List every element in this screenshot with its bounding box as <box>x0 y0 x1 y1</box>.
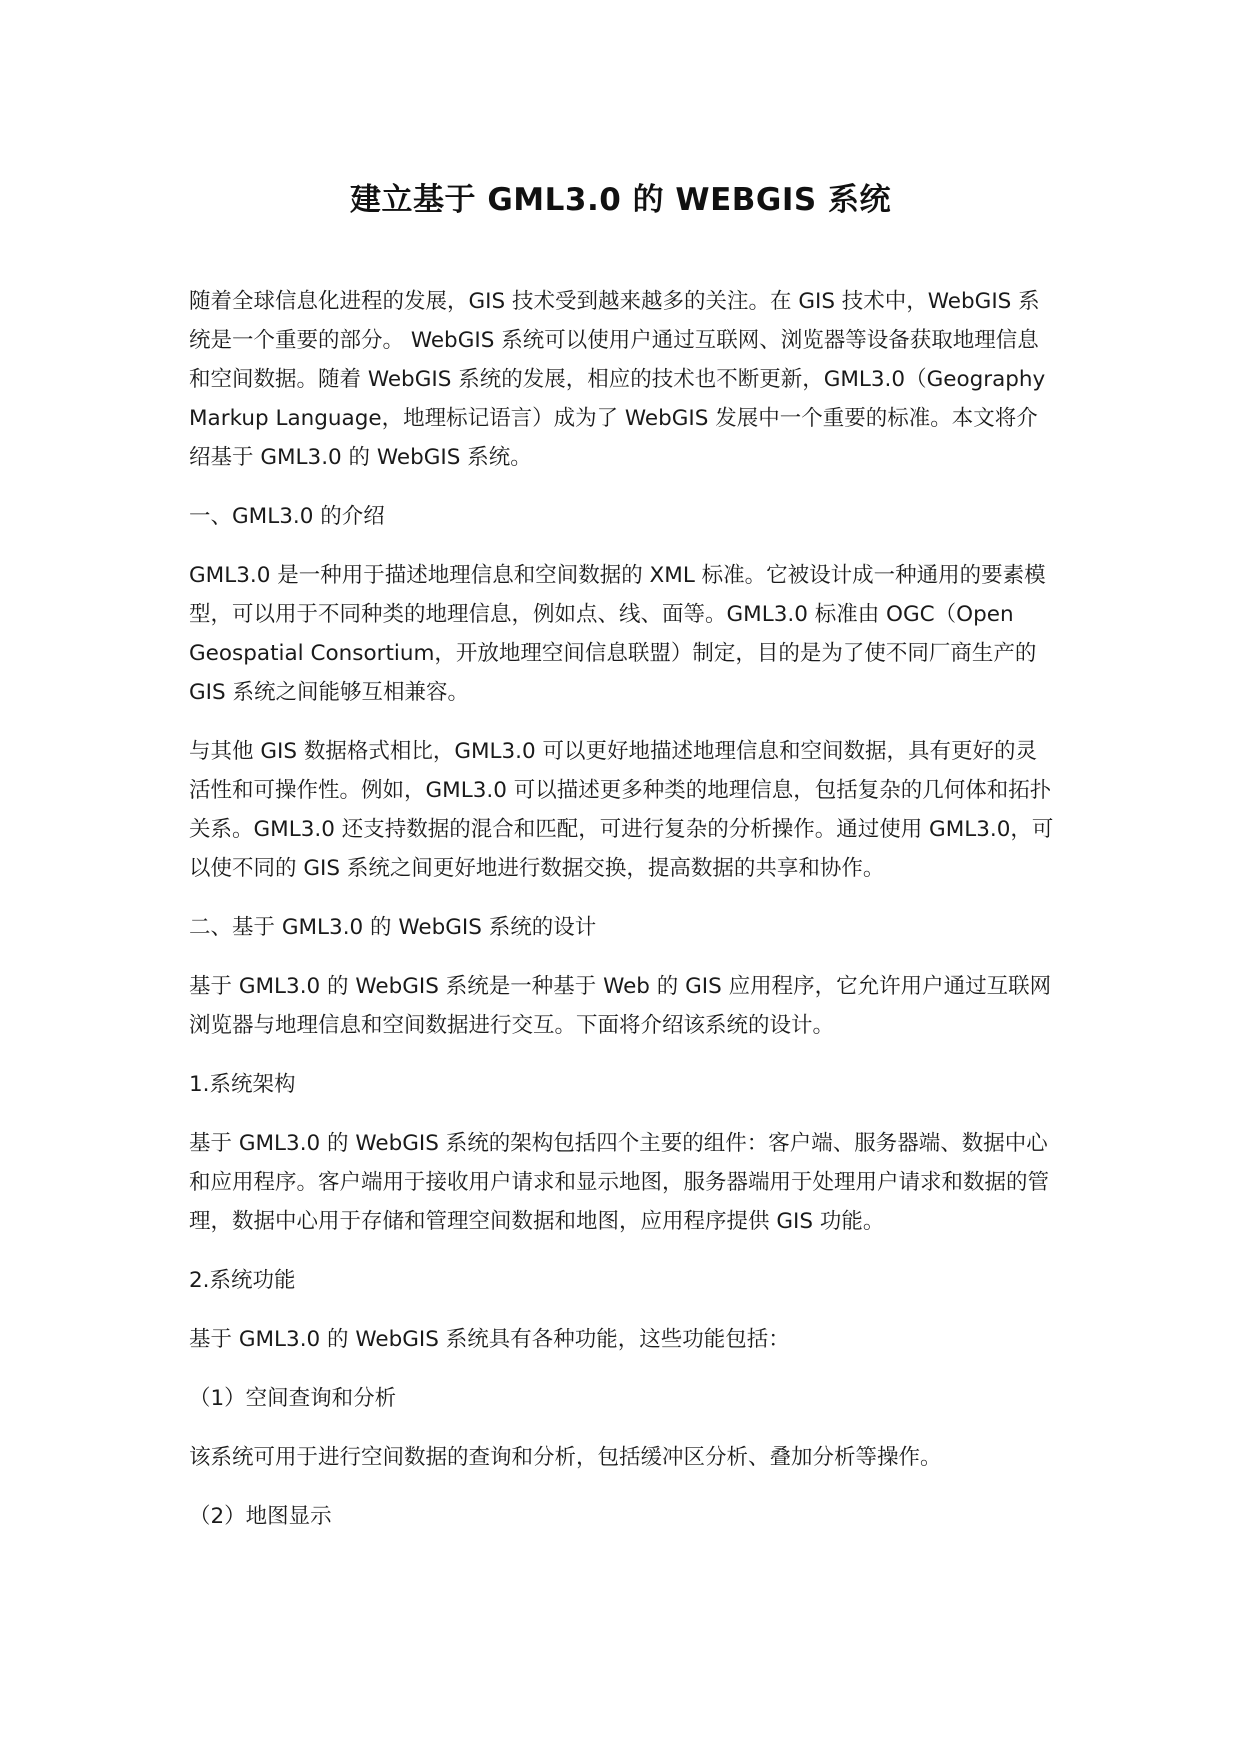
document-body <box>189 282 1057 1556</box>
gml-comparison-paragraph: 与其他 GIS 数据格式相比，GML3.0 可以更好地描述地理信息和空间数据，具有更好的灵活性和可操作性。例如，GML3.0 可以描述更多种类的地理信息，包括复杂的几何体和拓扑关系。GML3.0 还支持数据的混合和匹配，可进行复杂的分析操作。通过使用 GML3.0，可以使不同的 GIS 系统之间更好地进行数据交换，提高数据的共享和协作。 <box>189 739 1054 881</box>
intro-paragraph: 随着全球信息化进程的发展，GIS 技术受到越来越多的关注。在 GIS 技术中，WebGIS 系统是一个重要的部分。 WebGIS 系统可以使用户通过互联网、浏览器等设备获取地理信息和空间数据。随着 WebGIS 系统的发展，相应的技术也不断更新，GML3.0（Geography Markup Language，地理标记语言）成为了 WebGIS 发展中一个重要的标准。本文将介绍基于 GML3.0 的 WebGIS 系统。 <box>189 289 1046 470</box>
architecture-paragraph: 基于 GML3.0 的 WebGIS 系统的架构包括四个主要的组件：客户端、服务器端、数据中心和应用程序。客户端用于接收用户请求和显示地图，服务器端用于处理用户请求和数据的管理，数据中心用于存储和管理空间数据和地图，应用程序提供 GIS 功能。 <box>189 1131 1050 1234</box>
subheading-spatial-query: （1）空间查询和分析 <box>189 1386 397 1411</box>
spatial-query-paragraph: 该系统可用于进行空间数据的查询和分析，包括缓冲区分析、叠加分析等操作。 <box>189 1445 942 1470</box>
gml-definition-paragraph: GML3.0 是一种用于描述地理信息和空间数据的 XML 标准。它被设计成一种通用的要素模型，可以用于不同种类的地理信息，例如点、线、面等。GML3.0 标准由 OGC（Open Geospatial Consortium，开放地理空间信息联盟）制定，目的是为了使不同厂商生产的 GIS 系统之间能够互相兼容。 <box>189 563 1046 705</box>
subheading-functions: 2.系统功能 <box>189 1268 296 1293</box>
subheading-map-display: （2）地图显示 <box>189 1504 332 1529</box>
functions-intro-paragraph: 基于 GML3.0 的 WebGIS 系统具有各种功能，这些功能包括： <box>189 1327 790 1352</box>
section-heading-gml-intro: 一、GML3.0 的介绍 <box>189 504 385 529</box>
system-design-paragraph: 基于 GML3.0 的 WebGIS 系统是一种基于 Web 的 GIS 应用程序，它允许用户通过互联网浏览器与地理信息和空间数据进行交互。下面将介绍该系统的设计。 <box>189 974 1052 1038</box>
section-heading-system-design: 二、基于 GML3.0 的 WebGIS 系统的设计 <box>189 915 597 940</box>
subheading-architecture: 1.系统架构 <box>189 1072 296 1097</box>
document-title: 建立基于 GML3.0 的 WEBGIS 系统 <box>350 182 891 218</box>
